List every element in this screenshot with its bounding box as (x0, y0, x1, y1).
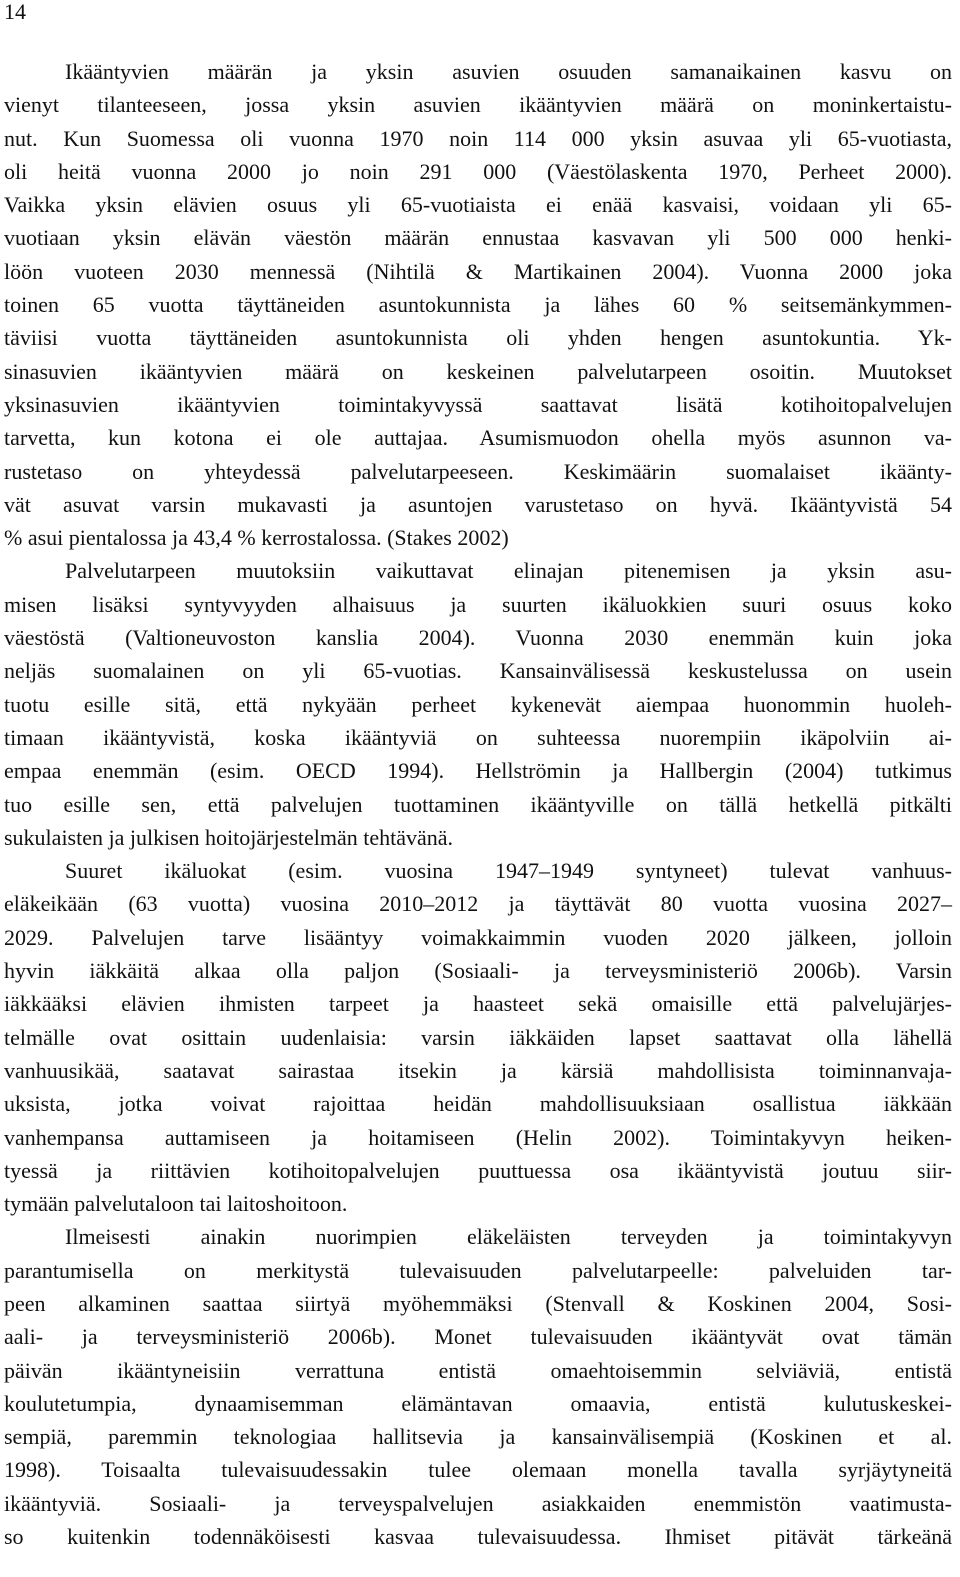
text-line: rustetaso on yhteydessä palvelutarpeeseen. Keskimäärin suomalaiset ikäänty- (4, 458, 952, 484)
text-line: uksista, jotka voivat rajoittaa heidän mahdollisuuksiaan osallistua iäkkään (4, 1091, 952, 1117)
text-line: Suuret ikäluokat (esim. vuosina 1947–1949 syntyneet) tulevat vanhuus- (65, 858, 952, 884)
text-line: vienyt tilanteeseen, jossa yksin asuvien ikääntyvien määrä on moninkertaistu- (4, 92, 952, 118)
text-line: eläkeikään (63 vuotta) vuosina 2010–2012 ja täyttävät 80 vuotta vuosina 2027– (4, 891, 952, 917)
text-line: 2029. Palvelujen tarve lisääntyy voimakkaimmin vuoden 2020 jälkeen, jolloin (4, 924, 952, 950)
text-line: koulutetumpia, dynaamisemman elämäntavan omaavia, entistä kulutuskeskei- (4, 1390, 952, 1416)
text-line: vuotiaan yksin elävän väestön määrän ennustaa kasvavan yli 500 000 henki- (4, 225, 952, 251)
text-line: täviisi vuotta täyttäneiden asuntokunnista oli yhden hengen asuntokuntia. Yk- (4, 325, 952, 351)
text-line: tyessä ja riittävien kotihoitopalvelujen puuttuessa osa ikääntyvistä joutuu siir- (4, 1157, 952, 1183)
text-line: sempiä, paremmin teknologiaa hallitsevia ja kansainvälisempiä (Koskinen et al. (4, 1424, 952, 1450)
text-line: vanhempansa auttamiseen ja hoitamiseen (Helin 2002). Toimintakyvyn heiken- (4, 1124, 952, 1150)
text-line: iäkkääksi elävien ihmisten tarpeet ja haasteet sekä omaisille että palvelujärjes- (4, 991, 952, 1017)
body-text (4, 55, 952, 1553)
text-line: tuotu esille sitä, että nykyään perheet kykenevät aiempaa huonommin huoleh- (4, 691, 952, 717)
text-line: tymään palvelutaloon tai laitoshoitoon. (4, 1191, 348, 1217)
text-line: Ikääntyvien määrän ja yksin asuvien osuuden samanaikainen kasvu on (65, 59, 952, 84)
text-line: neljäs suomalainen on yli 65-vuotias. Kansainvälisessä keskustelussa on usein (4, 658, 952, 684)
text-line: tuo esille sen, että palvelujen tuottaminen ikääntyville on tällä hetkellä pitkälti (4, 791, 952, 817)
text-line: Vaikka yksin elävien osuus yli 65-vuotiaista ei enää kasvaisi, voidaan yli 65- (4, 192, 952, 218)
text-line: yksinasuvien ikääntyvien toimintakyvyssä saattavat lisätä kotihoitopalvelujen (4, 391, 952, 417)
text-line: Ilmeisesti ainakin nuorimpien eläkeläisten terveyden ja toimintakyvyn (65, 1224, 952, 1250)
text-line: toinen 65 vuotta täyttäneiden asuntokunnista ja lähes 60 % seitsemänkymmen- (4, 292, 952, 318)
text-line: parantumisella on merkitystä tulevaisuuden palvelutarpeelle: palveluiden tar- (4, 1257, 952, 1283)
text-line: vanhuusikää, saatavat sairastaa itsekin ja kärsiä mahdollisista toiminnanvaja- (4, 1057, 952, 1083)
text-line: so kuitenkin todennäköisesti kasvaa tulevaisuudessa. Ihmiset pitävät tärkeänä (4, 1524, 952, 1550)
text-line: tarvetta, kun kotona ei ole auttajaa. Asumismuodon ohella myös asunnon va- (4, 425, 952, 451)
text-line: empaa enemmän (esim. OECD 1994). Hellströmin ja Hallbergin (2004) tutkimus (4, 758, 952, 784)
text-line: nut. Kun Suomessa oli vuonna 1970 noin 114 000 yksin asuvaa yli 65-vuotiasta, (4, 125, 952, 151)
text-line: % asui pientalossa ja 43,4 % kerrostalossa. (Stakes 2002) (4, 525, 509, 551)
text-line: väestöstä (Valtioneuvoston kanslia 2004). Vuonna 2030 enemmän kuin joka (4, 625, 952, 651)
text-line: päivän ikääntyneisiin verrattuna entistä omaehtoisemmin selviäviä, entistä (4, 1357, 952, 1383)
text-line: misen lisäksi syntyvyyden alhaisuus ja suurten ikäluokkien suuri osuus koko (4, 591, 952, 617)
text-line: Palvelutarpeen muutoksiin vaikuttavat elinajan pitenemisen ja yksin asu- (65, 558, 952, 584)
text-line: 1998). Toisaalta tulevaisuudessakin tulee olemaan monella tavalla syrjäytyneitä (4, 1457, 952, 1483)
text-line: oli heitä vuonna 2000 jo noin 291 000 (Väestölaskenta 1970, Perheet 2000). (4, 158, 952, 184)
text-line: vät asuvat varsin mukavasti ja asuntojen varustetaso on hyvä. Ikääntyvistä 54 (4, 491, 952, 517)
text-line: telmälle ovat osittain uudenlaisia: varsin iäkkäiden lapset saattavat olla lähellä (4, 1024, 952, 1050)
text-line: timaan ikääntyvistä, koska ikääntyviä on suhteessa nuorempiin ikäpolviin ai- (4, 724, 952, 750)
text-line: ikääntyviä. Sosiaali- ja terveyspalvelujen asiakkaiden enemmistön vaatimusta- (4, 1490, 952, 1516)
text-line: sukulaisten ja julkisen hoitojärjestelmän tehtävänä. (4, 824, 454, 850)
text-line: aali- ja terveysministeriö 2006b). Monet tulevaisuuden ikääntyvät ovat tämän (4, 1324, 952, 1350)
text-line: sinasuvien ikääntyvien määrä on keskeinen palvelutarpeen osoitin. Muutokset (4, 358, 952, 384)
text-line: löön vuoteen 2030 mennessä (Nihtilä & Martikainen 2004). Vuonna 2000 joka (4, 258, 952, 284)
text-line: hyvin iäkkäitä alkaa olla paljon (Sosiaali- ja terveysministeriö 2006b). Varsin (4, 958, 952, 984)
page-number: 14 (4, 0, 26, 24)
text-line: peen alkaminen saattaa siirtyä myöhemmäksi (Stenvall & Koskinen 2004, Sosi- (4, 1290, 952, 1316)
